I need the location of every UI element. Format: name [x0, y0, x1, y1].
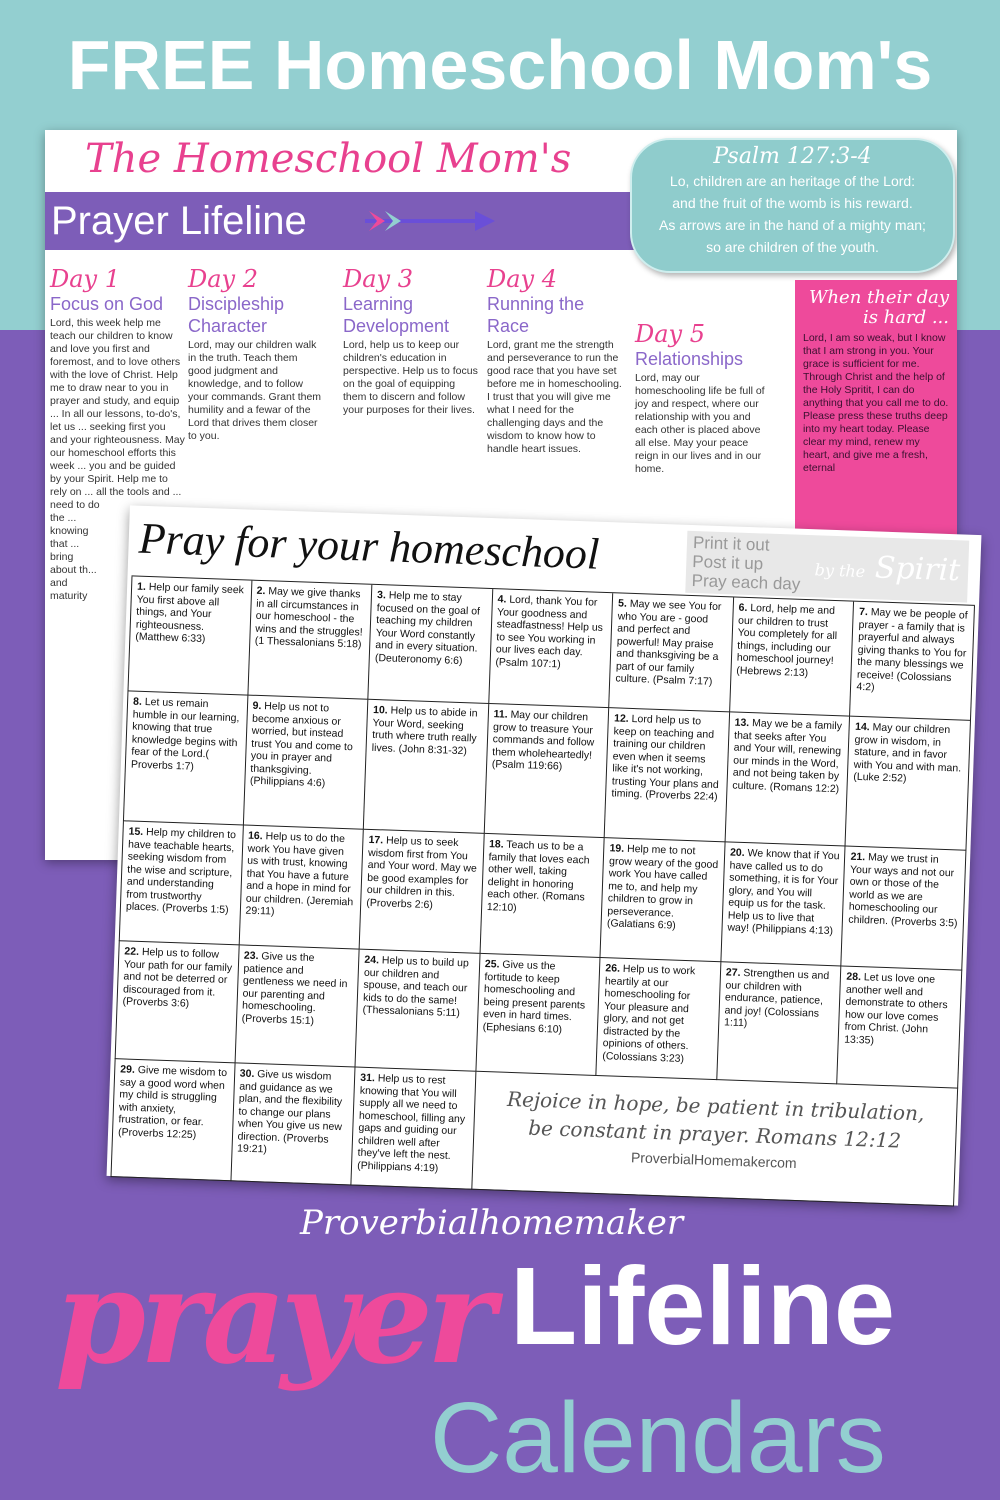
calendar-day-cell	[127, 576, 252, 695]
calendar-day-cell	[838, 966, 963, 1088]
day-label: Day 2	[188, 265, 259, 293]
back-sheet-title: The Homeschool Mom's	[85, 136, 572, 182]
day-prayer: Lord, help us to keep our children's education in perspective. Help us to focus on the goal of equipping them to discern and follow your purposes for their lives.	[343, 339, 478, 416]
day-prayer: Help us to rest knowing that You will supply all we need to homeschool, filling any gaps and guiding our children well after they've left the nest. (Philippians 4:19)	[357, 1072, 466, 1174]
day-number: 20.	[729, 846, 745, 859]
day-number: 1.	[136, 580, 147, 593]
back-sheet-subtitle: Prayer Lifeline	[51, 199, 307, 243]
day-number: 13.	[734, 716, 750, 730]
day-prayer: May our children grow to treasure Your commands and follow them wholeheartedly! (Psalm 119:66)	[491, 708, 595, 773]
day-number: 22.	[124, 945, 140, 958]
calendar-day-cell	[730, 597, 855, 716]
day-prayer: May we see You for who You are - good and perfect and powerful! May praise and thanksgiving be a part of our family culture. (Psalm 7:17)	[615, 597, 722, 688]
day-prayer: Give us wisdom and guidance as we plan, and the flexibility to change our plans when You give us new direction. (Proverbs 19:21)	[236, 1068, 343, 1156]
calendar-day-cell	[721, 842, 846, 966]
day-topic: Focus on God	[50, 294, 164, 314]
day-number: 28.	[846, 970, 862, 984]
day-column	[635, 320, 770, 476]
day-prayer: Help us not to become anxious or worried, but instead trust You and come to you in prayer and thanksgiving. (Philippians 4:6)	[249, 700, 354, 790]
badge-big: Spirit	[874, 550, 961, 589]
day-prayer: Help me to stay focused on the goal of teaching my children Your Word constantly and in every situation. (Deuteronomy 6:6)	[374, 589, 481, 667]
tagline: Post it up	[692, 552, 764, 574]
day-column	[487, 265, 622, 456]
day-number: 26.	[605, 962, 621, 975]
day-prayer: We know that if You have called us to do something, it is for Your glory, and You will equip us for the task. Help us to live that way! (Philippians 4:13)	[727, 847, 840, 938]
day-number: 18.	[488, 838, 504, 851]
day-prayer: Strengthen us and our children with endurance, patience, and joy! (Colossians 1:11)	[723, 967, 830, 1030]
day-prayer: Lord, may our children walk in the truth. Teach them good judgment and knowledge, and to follow your commands. Grant them humility and a fewar of the Lord that drives them closer to you.	[188, 339, 322, 442]
day-number: 17.	[368, 833, 384, 847]
quote-line: be constant in prayer. Romans 12:12	[527, 1115, 902, 1153]
calendar-day-cell	[231, 1063, 356, 1185]
day-prayer: Help us to do the work You have given us with trust, knowing that You have a future and a hope in mind for our children. (Jeremiah 29:11)	[245, 830, 354, 918]
verse-line: and the fruit of the womb is his reward.	[672, 195, 913, 211]
calendar-day-cell	[725, 712, 850, 846]
day-label: Day 3	[343, 265, 414, 293]
day-label: Day 4	[487, 265, 558, 293]
footer-word-prayer: prayer	[55, 1240, 490, 1393]
day-prayer: Lord, this week help me teach our children to know and love you first and foremost, and to love others with the love of Christ. Help me to draw near to you in prayer and study, and equip ... In all our lessons, to-do's, let us ... seeking first you and your righteousness. May our homeschool efforts this week ... you and be guided by your Spirit. Help me to rely on ... all the tools and ... need to do the ... knowing that ... bring about th... and maturity	[50, 317, 185, 602]
calendar-day-cell	[842, 847, 967, 971]
day-prayer: May we give thanks in all circumstances in our homeschool - the wins and the struggles! (1 Thessalonians 5:18)	[254, 585, 363, 651]
day-topic: Running the Race	[487, 294, 585, 336]
day-number: 5.	[617, 597, 628, 610]
footer-word-calendars: Calendars	[430, 1382, 886, 1494]
tagline-box	[685, 531, 969, 603]
hard-day-heading: When their day is hard ...	[808, 287, 949, 328]
psalm-plaque	[630, 138, 955, 273]
day-prayer: Lord, help me and our children to trust You completely for all things, including our homeschool journey! (Hebrews 2:13)	[736, 602, 838, 679]
day-prayer: Lord help us to keep on teaching and training our children even when it seems like it's not working, trusting Your plans and timing. (Proverbs 22:4)	[611, 712, 719, 804]
day-column	[343, 265, 478, 417]
day-number: 27.	[725, 966, 741, 979]
day-label: Day 1	[50, 265, 121, 293]
day-number: 31.	[360, 1071, 376, 1085]
day-prayer: Lord, may our homeschooling life be full of joy and respect, where our relationship with you and each other is placed above all else. May your peace reign in our lives and in our home.	[635, 372, 765, 475]
calendar-day-cell	[368, 585, 493, 704]
day-prayer: Give us the patience and gentleness we need in our parenting and homeschooling. (Proverbs 15:1)	[241, 950, 348, 1027]
verse-reference: Psalm 127:3-4	[713, 144, 872, 169]
calendar-day-cell	[235, 945, 360, 1067]
day-number: 11.	[493, 708, 508, 721]
day-prayer: Help me to not grow weary of the good work You have called me to, and help my children to grow in perseverance. (Galatians 6:9)	[606, 842, 719, 932]
day-number: 23.	[243, 949, 259, 963]
calendar-day-cell	[356, 950, 481, 1072]
quote-line: Rejoice in hope, be patient in tribulation,	[506, 1086, 925, 1126]
headline: FREE Homeschool Mom's	[67, 26, 933, 104]
calendar-day-cell	[115, 941, 240, 1063]
calendar-day-cell	[360, 830, 485, 954]
calendar-grid	[111, 575, 975, 1206]
day-prayer: Help our family seek You first above all things, and Your righteousness. (Matthew 6:33)	[135, 581, 245, 646]
day-prayer: Let us remain humble in our learning, knowing that true knowledge begins with fear of the Lord.( Proverbs 1:7)	[130, 695, 240, 773]
day-prayer: May our children grow in wisdom, in stature, and in favor with You and with man. (Luke 2:52)	[853, 721, 962, 785]
day-number: 16.	[247, 829, 263, 843]
calendar-day-cell	[480, 834, 605, 958]
calendar-title: Pray for your homeschool	[137, 513, 601, 579]
calendar-day-cell	[476, 954, 601, 1076]
site-name: ProverbialHomemakercom	[630, 1149, 797, 1171]
day-number: 8.	[132, 695, 143, 708]
day-topic: Discipleship Character	[188, 294, 285, 336]
day-number: 7.	[858, 605, 869, 619]
day-prayer: Let us love one another well and demonstrate to others how our love comes from Christ. (John 13:35)	[843, 971, 948, 1047]
prayer-calendar-sheet	[107, 505, 982, 1205]
calendar-day-cell	[717, 962, 842, 1084]
calendar-day-cell	[248, 581, 373, 700]
calendar-day-cell	[846, 717, 971, 851]
calendar-day-cell	[119, 821, 244, 945]
calendar-day-cell	[597, 958, 722, 1080]
day-prayer: Give me wisdom to say a good word when my child is struggling with anxiety, frustration, or fear. (Proverbs 12:25)	[117, 1063, 228, 1141]
hard-day-prayer: Lord, I am so weak, but I know that I am strong in you. Your grace is sufficient for me. Through Christ and the help of the Holy Spritit, I can do anything that you call me to do. Please press these truths deep into my heart today. Please clear my mind, renew my heart, and give me a fresh, eternal	[803, 332, 949, 474]
day-topic: Learning Development	[343, 294, 450, 336]
day-number: 4.	[497, 593, 507, 606]
day-number: 2.	[256, 584, 266, 598]
day-prayer: Help my children to have teachable hearts, seeking wisdom from the wise and scripture, and understanding from trustworthy places. (Proverbs 1:5)	[125, 826, 237, 917]
calendar-day-cell	[123, 691, 248, 825]
day-number: 25.	[484, 958, 500, 971]
calendar-day-cell	[601, 838, 726, 962]
quote-cell	[472, 1072, 958, 1207]
day-number: 3.	[376, 589, 387, 602]
day-label: Day 5	[635, 320, 706, 348]
day-number: 14.	[854, 720, 870, 734]
calendar-day-cell	[364, 700, 489, 834]
verse-line: Lo, children are an heritage of the Lord:	[669, 173, 916, 189]
calendar-day-cell	[605, 708, 730, 842]
spirit-badge	[814, 549, 961, 592]
day-number: 19.	[609, 842, 625, 855]
tagline: Pray each day	[691, 570, 801, 594]
day-prayer: May we trust in Your ways and not our own or those of the world as we are homeschooling our children. (Proverbs 3:5)	[848, 851, 958, 929]
day-number: 15.	[128, 825, 144, 838]
calendar-day-cell	[352, 1068, 477, 1190]
calendar-day-cell	[489, 589, 614, 708]
day-prayer: Help us to work heartily at our homeschooling for Your pleasure and glory, and not get distracted by the opinions of others. (Colossians 3:23)	[602, 962, 696, 1065]
day-prayer: Help us to abide in Your Word, seeking truth where truth really lives. (John 8:31-32)	[371, 704, 478, 757]
day-prayer: Help us to seek wisdom first from You and Your word. May we be good examples for our children in this. (Proverbs 2:6)	[366, 834, 478, 911]
day-prayer: Help us to follow Your path for our family and not be deterred or discouraged from it. (Proverbs 3:6)	[122, 946, 233, 1010]
day-number: 9.	[252, 699, 262, 713]
day-prayer: Give us the fortitude to keep homeschooling and being present parents even in hard times. (Ephesians 6:10)	[482, 958, 586, 1036]
calendar-day-cell	[484, 704, 609, 838]
day-prayer: Teach us to be a family that loves each other well, taking delight in honoring each other. (Romans 12:10)	[486, 838, 590, 914]
tagline: Print it out	[692, 533, 770, 555]
day-number: 29.	[120, 1063, 136, 1076]
day-number: 21.	[850, 850, 866, 864]
day-topic: Relationships	[635, 349, 744, 369]
calendar-day-cell	[111, 1059, 236, 1181]
day-number: 12.	[613, 712, 629, 725]
calendar-day-cell	[850, 602, 975, 721]
day-prayer: Lord, grant me the strength and perseverance to run the good race that you have set before me in homeschooling. I trust that you will give me what I need for the challenging days and the wisdom to know how to handle heart issues.	[487, 339, 622, 455]
day-number: 24.	[364, 953, 380, 967]
calendar-day-cell	[609, 593, 734, 712]
day-prayer: May we be a family that seeks after You and Your will, renewing our minds in the Word, and not being taken by culture. (Romans 12:2)	[732, 717, 843, 795]
calendar-day-cell	[239, 825, 364, 949]
calendar-day-cell	[243, 696, 368, 830]
arrow-icon	[365, 209, 495, 233]
footer-word-lifeline: Lifeline	[510, 1245, 896, 1368]
day-column	[188, 265, 323, 443]
day-number: 6.	[738, 601, 748, 614]
day-prayer: Help us to build up our children and spouse, and teach our kids to do the same! (Thessalonians 5:11)	[362, 954, 470, 1020]
verse-line: so are children of the youth.	[706, 239, 879, 255]
day-number: 10.	[372, 703, 388, 717]
day-number: 30.	[239, 1067, 255, 1081]
verse-line: As arrows are in the hand of a mighty man;	[659, 217, 926, 233]
day-prayer: Lord, thank You for Your goodness and steadfastness! Help us to see You working in our lives each day. (Psalm 107:1)	[495, 593, 604, 670]
day-prayer: May we be people of prayer - a family that is prayerful and always giving thanks to You for the many blessings we receive! (Colossians 4:2)	[856, 606, 968, 694]
brand-name: Proverbialhomemaker	[300, 1203, 684, 1243]
badge-small: by the	[814, 560, 866, 582]
